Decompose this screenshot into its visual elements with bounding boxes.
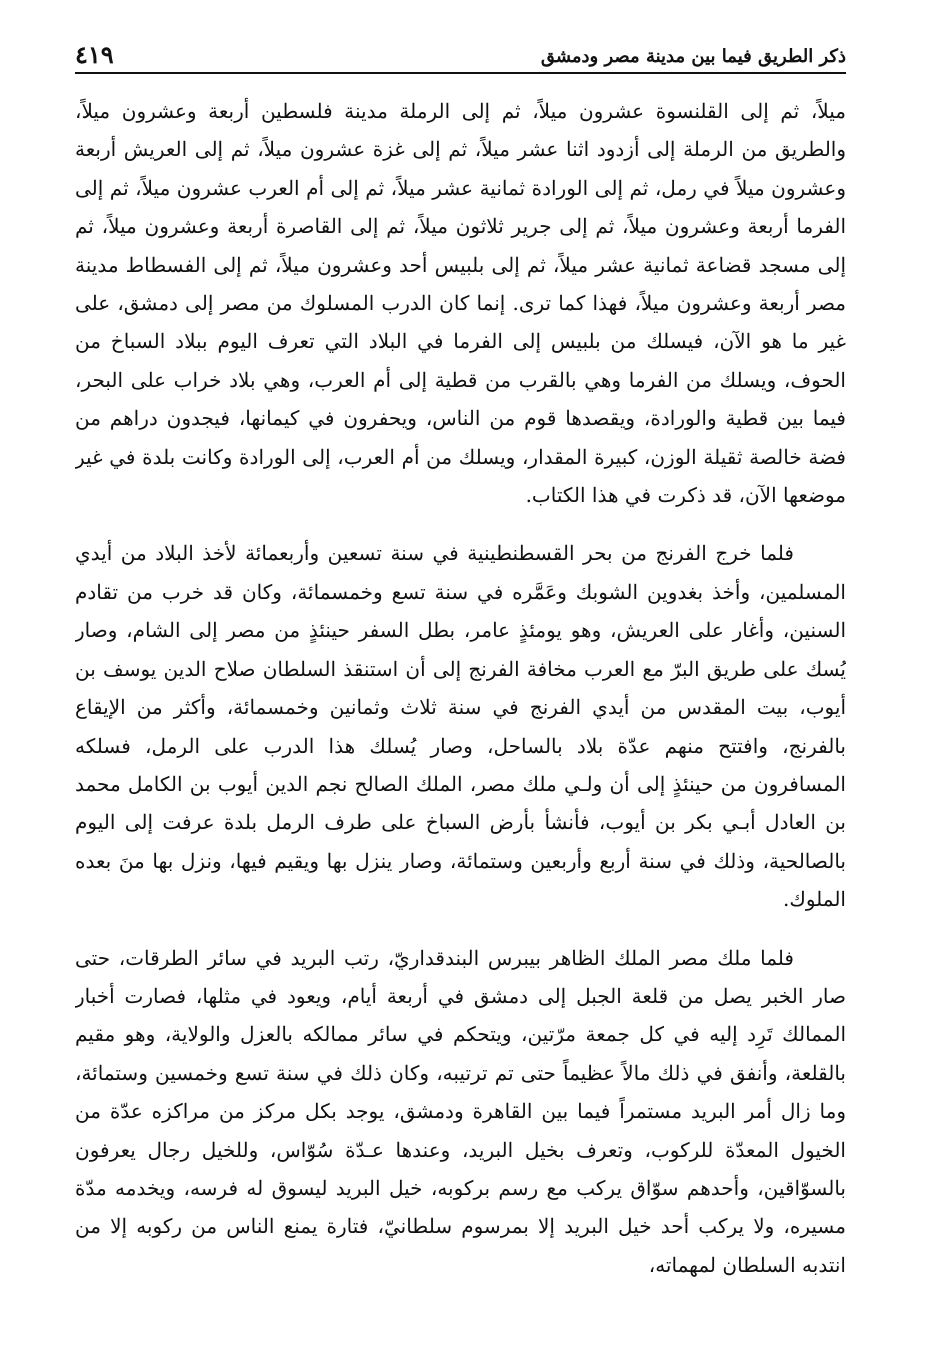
text-body — [75, 92, 846, 1335]
paragraph-2: فلما خرج الفرنج من بحر القسطنطينية في سنة تسعين وأربعمائة لأخذ البلاد من أيدي المسلمين، وأخذ بغدوين الشوبك وعَمَّره في سنة تسع وخمسمائة، وكان قد خرب من تقادم السنين، وأغار على العريش، وهو يومئذٍ عامر، بطل السفر حينئذٍ من مصر إلى الشام، وصار يُسك على طريق البرّ مع العرب مخافة الفرنج إلى أن استنقذ السلطان صلاح الدين يوسف بن أيوب، بيت المقدس من أيدي الفرنج في سنة ثلاث وثمانين وخمسمائة، وأكثر من الإيقاع بالفرنج، وافتتح منهم عدّة بلاد بالساحل، وصار يُسلك هذا الدرب على الرمل، فسلكه المسافرون من حينئذٍ إلى أن ولـي ملك مصر، الملك الصالح نجم الدين أيوب بن الكامل محمد بن العادل أبـي بكر بن أيوب، فأنشأ بأرض السباخ على طرف الرمل بلدة عرفت إلى اليوم بالصالحية، وذلك في سنة أربع وأربعين وستمائة، وصار ينزل بها ويقيم فيها، ونزل بها منَ بعده الملوك. — [75, 541, 846, 912]
page-number: ٤١٩ — [75, 40, 114, 69]
paragraph-3: فلما ملك مصر الملك الظاهر بيبرس البندقداريّ، رتب البريد في سائر الطرقات، حتى صار الخبر يصل من قلعة الجبل إلى دمشق في أربعة أيام، ويعود في مثلها، فصارت أخبار الممالك تَرِد إليه في كل جمعة مرّتين، ويتحكم في سائر ممالكه بالعزل والولاية، وهو مقيم بالقلعة، وأنفق في ذلك مالاً عظيماً حتى تم ترتيبه، وكان ذلك في سنة تسع وخمسين وستمائة، وما زال أمر البريد مستمراً فيما بين القاهرة ودمشق، يوجد بكل مركز من مراكزه عدّة من الخيول المعدّة للركوب، وتعرف بخيل البريد، وعندها عـدّة سُوّاس، وللخيل رجال يعرفون بالسوّاقين، وأحدهم سوّاق يركب مع رسم بركوبه، خيل البريد ليسوق له فرسه، ويخدمه مدّة مسيره، ولا يركب أحد خيل البريد إلا بمرسوم سلطانيّ، فتارة يمنع الناس من ركوبه إلا من انتدبه السلطان لمهماته، — [75, 945, 846, 1277]
running-header — [75, 30, 846, 74]
running-title: ذكر الطريق فيما بين مدينة مصر ودمشق — [540, 46, 846, 67]
paragraph-1: ميلاً، ثم إلى القلنسوة عشرون ميلاً، ثم إلى الرملة مدينة فلسطين أربعة وعشرون ميلاً، والطريق من الرملة إلى أزدود اثنا عشر ميلاً، ثم إلى غزة عشرون ميلاً، ثم إلى العريش أربعة وعشرون ميلاً في رمل، ثم إلى الورادة ثمانية عشر ميلاً، ثم إلى أم العرب عشرون ميلاً، ثم إلى الفرما أربعة وعشرون ميلاً، ثم إلى جرير ثلاثون ميلاً، ثم إلى القاصرة أربعة وعشرون ميلاً، ثم إلى مسجد قضاعة ثمانية عشر ميلاً، ثم إلى بلبيس أحد وعشرون ميلاً، ثم إلى الفسطاط مدينة مصر أربعة وعشرون ميلاً، فهذا كما ترى. إنما كان الدرب المسلوك من مصر إلى دمشق، على غير ما هو الآن، فيسلك من بلبيس إلى الفرما في البلاد التي تعرف اليوم ببلاد السباخ من الحوف، ويسلك من الفرما وهي بالقرب من قطية إلى أم العرب، وهي بلاد خراب على البحر، فيما بين قطية والورادة، ويقصدها قوم من الناس، ويحفرون في كيمانها، فيجدون دراهم من فضة خالصة ثقيلة الوزن، كبيرة المقدار، ويسلك من أم العرب، إلى الورادة وكانت بلدة في غير موضعها الآن، قد ذكرت في هذا الكتاب. — [75, 99, 846, 508]
